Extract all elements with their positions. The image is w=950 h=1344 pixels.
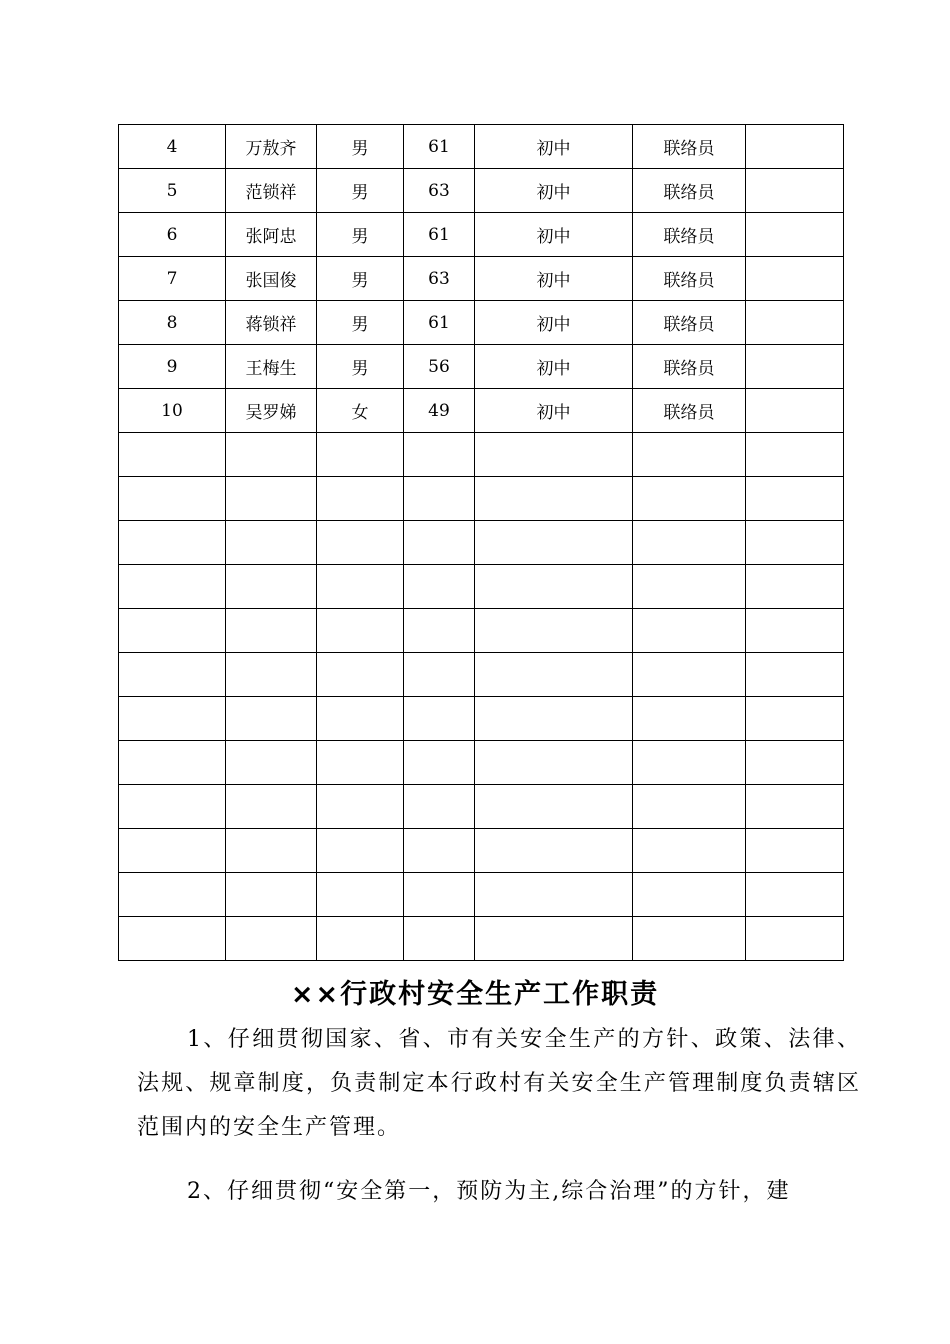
table-cell: 女 — [317, 389, 404, 433]
table-cell — [226, 785, 317, 829]
table-cell: 6 — [119, 213, 226, 257]
table-cell — [475, 477, 633, 521]
table-cell — [317, 433, 404, 477]
table-cell: 63 — [404, 257, 475, 301]
table-cell: 联络员 — [633, 125, 746, 169]
table-row — [119, 917, 844, 961]
table-cell — [317, 697, 404, 741]
table-cell — [746, 389, 844, 433]
table-cell — [746, 565, 844, 609]
table-cell: 联络员 — [633, 389, 746, 433]
table-cell: 8 — [119, 301, 226, 345]
table-row — [119, 609, 844, 653]
table-cell: 男 — [317, 345, 404, 389]
table-row — [119, 125, 844, 169]
table-cell — [633, 653, 746, 697]
table-cell — [317, 785, 404, 829]
table-cell — [475, 653, 633, 697]
table-cell — [746, 697, 844, 741]
table-row — [119, 301, 844, 345]
table-row — [119, 389, 844, 433]
table-cell: 男 — [317, 213, 404, 257]
table-cell: 男 — [317, 257, 404, 301]
table-cell — [226, 917, 317, 961]
table-cell: 61 — [404, 125, 475, 169]
table-cell — [746, 125, 844, 169]
table-cell — [633, 785, 746, 829]
table-cell: 联络员 — [633, 213, 746, 257]
table-cell — [404, 477, 475, 521]
duty-paragraph-1: 1、仔细贯彻国家、省、市有关安全生产的方针、政策、法律、法规、规章制度，负责制定本行政村有关安全生产管理制度负责辖区范围内的安全生产管理。 — [137, 1027, 861, 1140]
table-cell — [119, 873, 226, 917]
table-cell: 男 — [317, 125, 404, 169]
table-cell — [475, 521, 633, 565]
table-cell — [746, 653, 844, 697]
table-cell — [746, 829, 844, 873]
table-cell: 初中 — [475, 345, 633, 389]
table-cell — [404, 697, 475, 741]
table-cell: 初中 — [475, 213, 633, 257]
table-cell: 初中 — [475, 257, 633, 301]
table-cell — [119, 565, 226, 609]
table-row — [119, 521, 844, 565]
table-row — [119, 785, 844, 829]
table-cell — [746, 169, 844, 213]
table-cell: 蒋锁祥 — [226, 301, 317, 345]
table-row — [119, 433, 844, 477]
table-cell — [119, 829, 226, 873]
table-cell: 7 — [119, 257, 226, 301]
personnel-table-body — [119, 125, 844, 961]
table-cell: 万敖齐 — [226, 125, 317, 169]
table-row — [119, 653, 844, 697]
table-cell — [317, 477, 404, 521]
table-cell — [119, 917, 226, 961]
table-cell: 张国俊 — [226, 257, 317, 301]
table-cell: 王梅生 — [226, 345, 317, 389]
table-cell — [475, 873, 633, 917]
table-cell — [317, 653, 404, 697]
table-cell: 5 — [119, 169, 226, 213]
table-cell — [226, 565, 317, 609]
table-cell — [226, 873, 317, 917]
table-cell — [633, 697, 746, 741]
table-cell: 56 — [404, 345, 475, 389]
table-cell — [226, 697, 317, 741]
table-row — [119, 477, 844, 521]
table-cell — [317, 873, 404, 917]
table-cell — [746, 873, 844, 917]
table-cell: 联络员 — [633, 345, 746, 389]
table-cell — [404, 829, 475, 873]
table-cell — [475, 741, 633, 785]
table-row — [119, 829, 844, 873]
table-cell — [404, 433, 475, 477]
table-cell — [404, 917, 475, 961]
table-row — [119, 873, 844, 917]
table-cell — [633, 873, 746, 917]
table-cell: 初中 — [475, 301, 633, 345]
table-cell — [746, 345, 844, 389]
table-cell: 49 — [404, 389, 475, 433]
table-cell: 联络员 — [633, 301, 746, 345]
table-cell — [119, 741, 226, 785]
table-cell: 61 — [404, 301, 475, 345]
table-cell — [746, 301, 844, 345]
table-cell — [475, 917, 633, 961]
table-cell: 4 — [119, 125, 226, 169]
table-cell — [475, 785, 633, 829]
table-cell — [633, 741, 746, 785]
table-cell — [119, 653, 226, 697]
table-cell — [633, 565, 746, 609]
table-cell — [226, 521, 317, 565]
table-cell — [746, 609, 844, 653]
table-cell — [404, 609, 475, 653]
table-row — [119, 345, 844, 389]
table-cell — [226, 433, 317, 477]
table-cell: 初中 — [475, 125, 633, 169]
table-cell: 吴罗娣 — [226, 389, 317, 433]
table-cell — [633, 609, 746, 653]
table-cell — [746, 785, 844, 829]
table-row — [119, 565, 844, 609]
table-cell — [317, 565, 404, 609]
table-cell — [746, 477, 844, 521]
table-row — [119, 741, 844, 785]
table-cell: 范锁祥 — [226, 169, 317, 213]
table-cell — [746, 257, 844, 301]
table-cell — [475, 565, 633, 609]
table-row — [119, 697, 844, 741]
table-cell — [746, 917, 844, 961]
table-cell: 61 — [404, 213, 475, 257]
table-cell — [226, 477, 317, 521]
table-cell — [404, 565, 475, 609]
table-cell — [119, 697, 226, 741]
table-cell: 男 — [317, 301, 404, 345]
table-cell — [404, 785, 475, 829]
table-row — [119, 169, 844, 213]
table-cell — [119, 433, 226, 477]
table-cell — [317, 917, 404, 961]
table-cell — [119, 609, 226, 653]
table-cell — [317, 609, 404, 653]
table-cell: 初中 — [475, 169, 633, 213]
table-cell: 联络员 — [633, 257, 746, 301]
table-cell — [119, 521, 226, 565]
table-cell — [226, 741, 317, 785]
table-cell: 10 — [119, 389, 226, 433]
duty-paragraph-2: 2、仔细贯彻“安全第一，预防为主,综合治理”的方针，建 — [187, 1179, 791, 1204]
table-cell — [404, 741, 475, 785]
table-cell — [746, 213, 844, 257]
table-cell — [746, 433, 844, 477]
table-cell: 联络员 — [633, 169, 746, 213]
table-cell — [226, 609, 317, 653]
table-cell — [404, 873, 475, 917]
table-cell — [317, 741, 404, 785]
table-cell — [226, 653, 317, 697]
table-cell — [633, 477, 746, 521]
table-cell — [633, 433, 746, 477]
table-cell: 男 — [317, 169, 404, 213]
table-cell — [475, 433, 633, 477]
table-cell — [475, 697, 633, 741]
table-cell — [317, 521, 404, 565]
section-title: ××行政村安全生产工作职责 — [290, 979, 660, 1010]
table-cell — [226, 829, 317, 873]
table-cell — [633, 917, 746, 961]
table-cell: 63 — [404, 169, 475, 213]
table-row — [119, 257, 844, 301]
table-cell — [404, 521, 475, 565]
table-cell — [119, 785, 226, 829]
table-row — [119, 213, 844, 257]
table-cell — [475, 609, 633, 653]
table-cell: 张阿忠 — [226, 213, 317, 257]
table-cell: 初中 — [475, 389, 633, 433]
table-cell — [119, 477, 226, 521]
table-cell — [746, 741, 844, 785]
table-cell — [633, 829, 746, 873]
table-cell — [475, 829, 633, 873]
table-cell — [317, 829, 404, 873]
personnel-table — [118, 124, 844, 961]
table-cell — [404, 653, 475, 697]
table-cell: 9 — [119, 345, 226, 389]
table-cell — [746, 521, 844, 565]
table-cell — [633, 521, 746, 565]
